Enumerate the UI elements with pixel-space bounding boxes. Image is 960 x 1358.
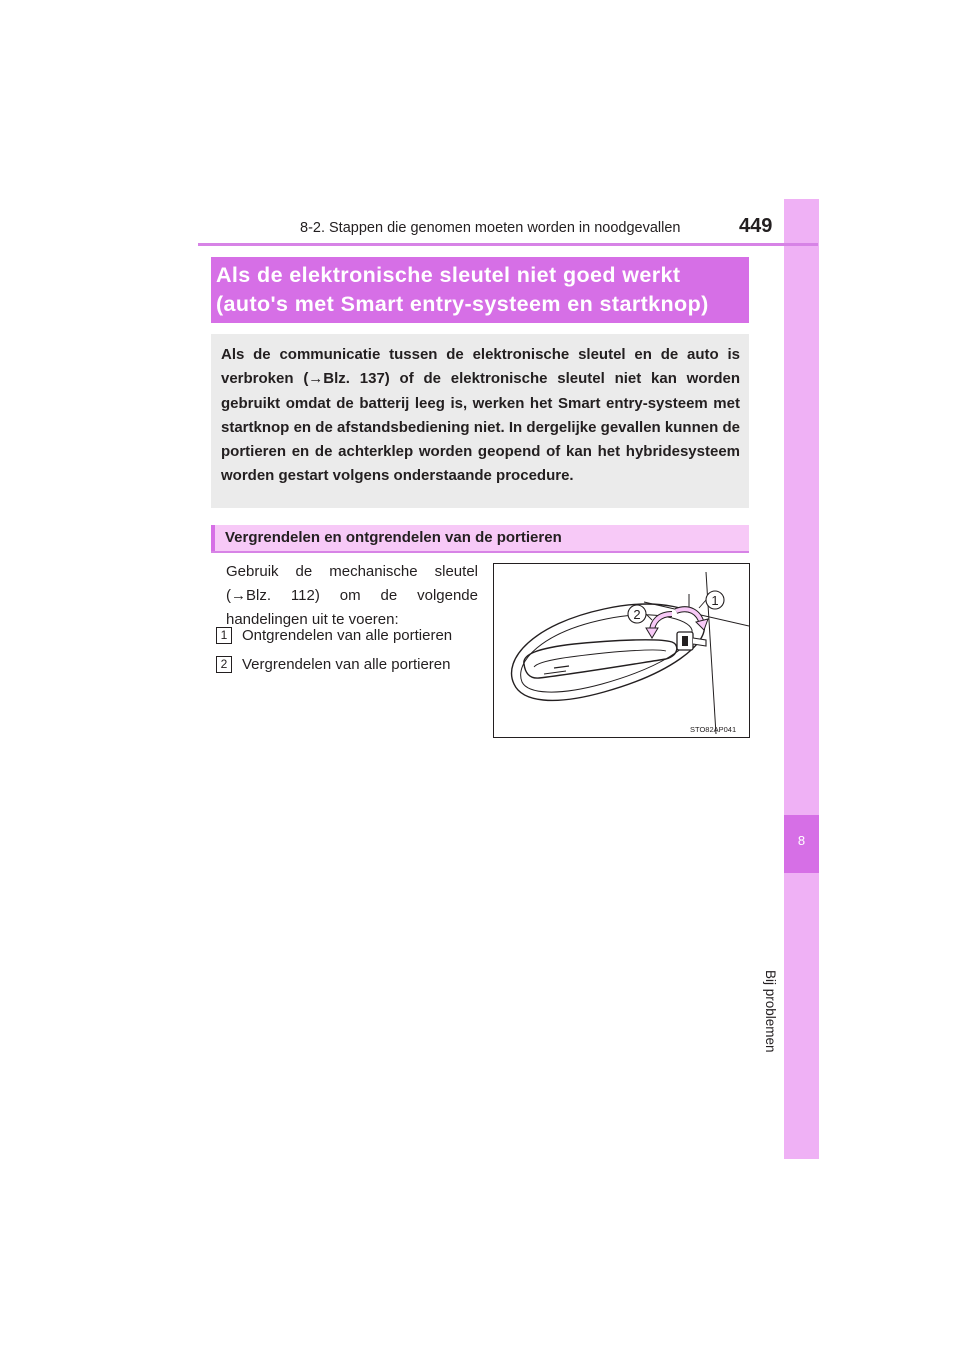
figure-code: STO82AP041 [690, 725, 737, 734]
door-handle-illustration [494, 564, 749, 737]
intro-box [211, 334, 749, 508]
chapter-side-tab [784, 199, 819, 1159]
intro-text: Als de communicatie tussen de elektronische sleutel en de auto is verbroken (→Blz. 137) of de elektronische sleutel niet kan worden gebruikt omdat de batterij leeg is, werken het Smart entry-systeem met startknop en de afstandsbediening niet. In dergelijke gevallen kunnen de portieren en de achterklep worden geopend of kan het hybridesysteem worden gestart volgens onderstaande procedure. [221, 346, 740, 485]
step-1-text: Ontgrendelen van alle portieren [242, 627, 453, 644]
section-body-text: Gebruik de mechanische sleutel (→Blz. 112) om de volgende handelingen uit te voeren: [226, 563, 478, 628]
callout-1: 1 [711, 593, 719, 608]
page-title-line-2: (auto's met Smart entry-systeem en startknop) [216, 292, 709, 316]
header-rule [198, 243, 818, 246]
step-1-badge: 1 [216, 627, 232, 644]
section-heading: Vergrendelen en ontgrendelen van de portieren [225, 529, 562, 546]
chapter-number-tab [784, 815, 819, 873]
door-handle-figure [493, 563, 750, 738]
chapter-number: 8 [797, 833, 806, 848]
page-number: 449 [739, 215, 773, 237]
page-title-bar [211, 257, 749, 323]
step-2-badge: 2 [216, 656, 232, 673]
section-rule [211, 551, 749, 553]
callout-2: 2 [633, 607, 641, 622]
step-2-text: Vergrendelen van alle portieren [242, 656, 451, 673]
section-heading-bar [211, 525, 749, 551]
section-header-title: 8-2. Stappen die genomen moeten worden in noodgevallen [300, 220, 681, 236]
step-2 [216, 656, 450, 673]
step-1 [216, 627, 452, 644]
chapter-label: Bij problemen [763, 970, 778, 1053]
page-title-line-1: Als de elektronische sleutel niet goed werkt [216, 263, 681, 287]
